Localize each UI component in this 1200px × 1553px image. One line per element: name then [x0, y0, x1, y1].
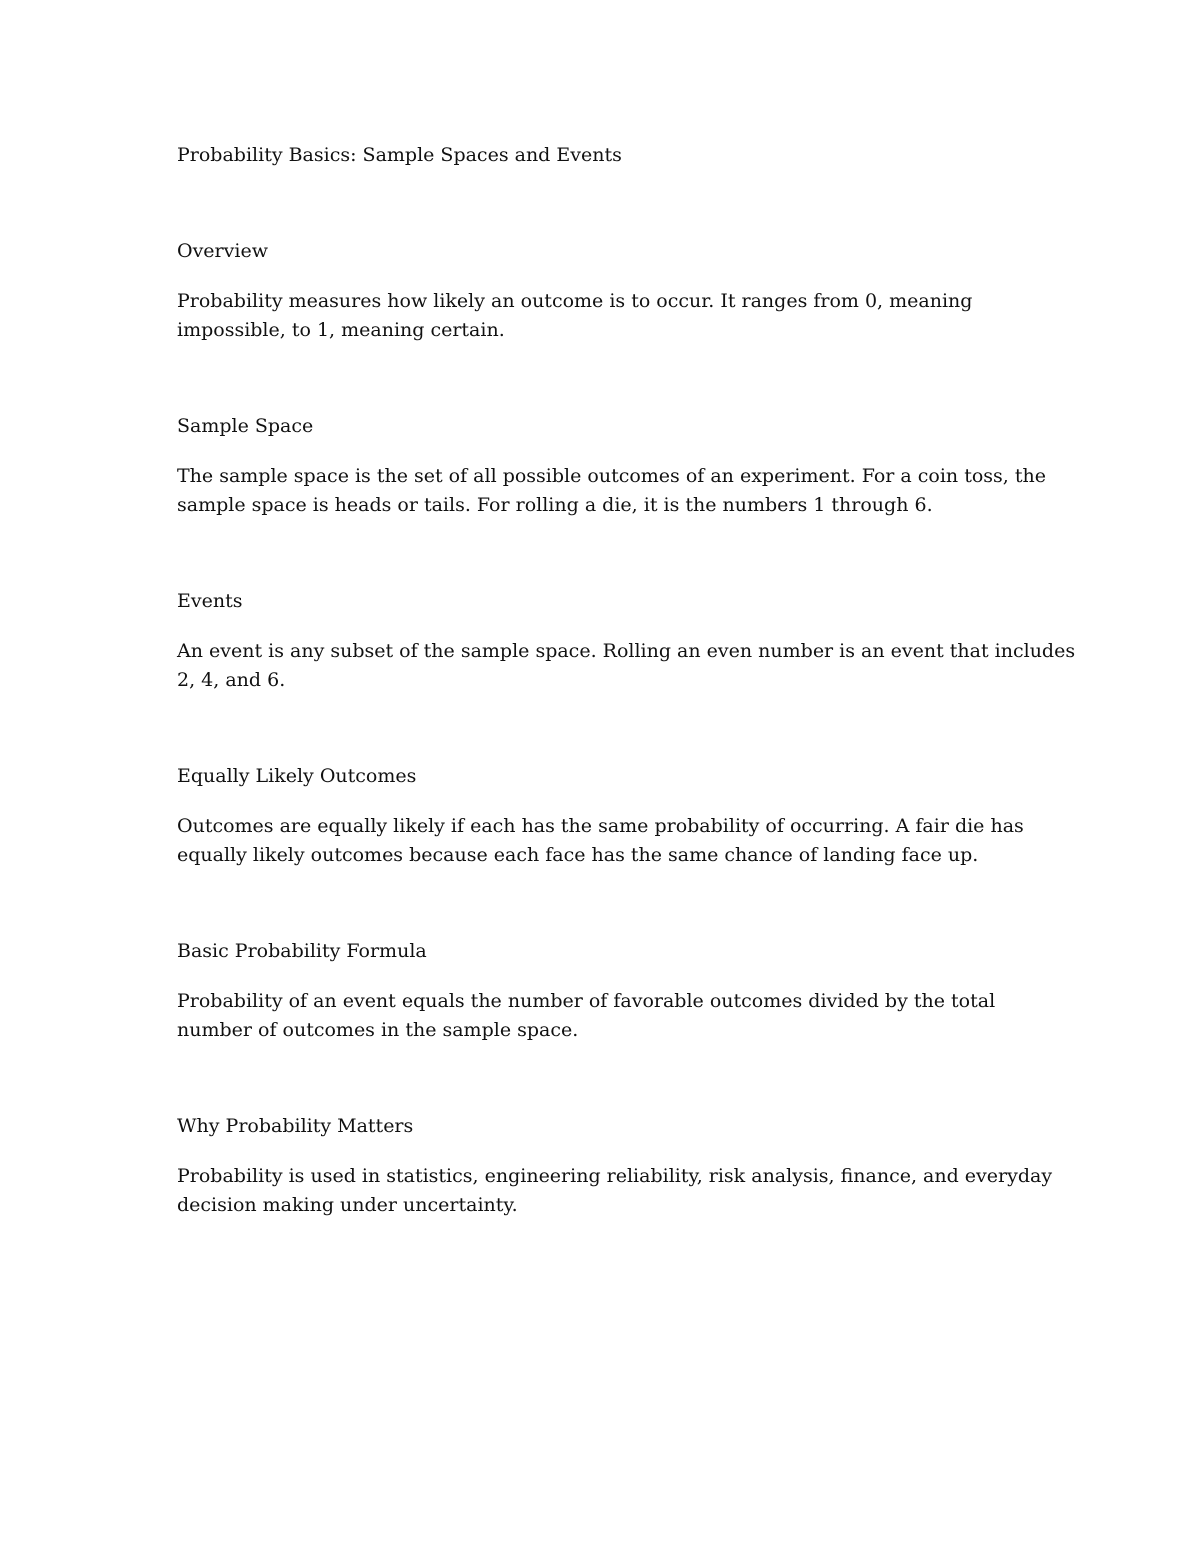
section-body-why-probability-matters — [177, 1162, 1053, 1220]
document-title: Probability Basics: Sample Spaces and Events — [177, 144, 622, 166]
paragraph-line: Outcomes are equally likely if each has the same probability of occurring. A fair die has — [177, 815, 1024, 837]
section-heading-equally-likely-outcomes: Equally Likely Outcomes — [177, 765, 417, 787]
paragraph-line: Probability measures how likely an outcome is to occur. It ranges from 0, meaning — [177, 290, 973, 312]
section-heading-overview: Overview — [177, 240, 268, 262]
paragraph-line: equally likely outcomes because each face has the same chance of landing face up. — [177, 844, 979, 866]
section-body-events — [177, 637, 1076, 695]
paragraph-line: 2, 4, and 6. — [177, 669, 286, 691]
paragraph-line: Probability is used in statistics, engineering reliability, risk analysis, finance, and everyday — [177, 1165, 1053, 1187]
section-heading-sample-space: Sample Space — [177, 415, 314, 437]
section-body-overview — [177, 287, 1037, 345]
section-heading-events: Events — [177, 590, 243, 612]
paragraph-line: An event is any subset of the sample space. Rolling an even number is an event that includes — [177, 640, 1076, 662]
section-heading-why-probability-matters: Why Probability Matters — [177, 1115, 414, 1137]
paragraph-line: decision making under uncertainty. — [177, 1194, 518, 1216]
section-heading-basic-probability-formula: Basic Probability Formula — [177, 940, 427, 962]
paragraph-line: The sample space is the set of all possible outcomes of an experiment. For a coin toss, the — [177, 465, 1046, 487]
paragraph-line: Probability of an event equals the number of favorable outcomes divided by the total — [177, 990, 996, 1012]
section-body-basic-probability-formula — [177, 987, 1037, 1045]
section-body-equally-likely-outcomes — [177, 812, 1037, 870]
section-body-sample-space — [177, 462, 1046, 520]
paragraph-line: sample space is heads or tails. For rolling a die, it is the numbers 1 through 6. — [177, 494, 933, 516]
paragraph-line: number of outcomes in the sample space. — [177, 1019, 579, 1041]
paragraph-line: impossible, to 1, meaning certain. — [177, 319, 505, 341]
